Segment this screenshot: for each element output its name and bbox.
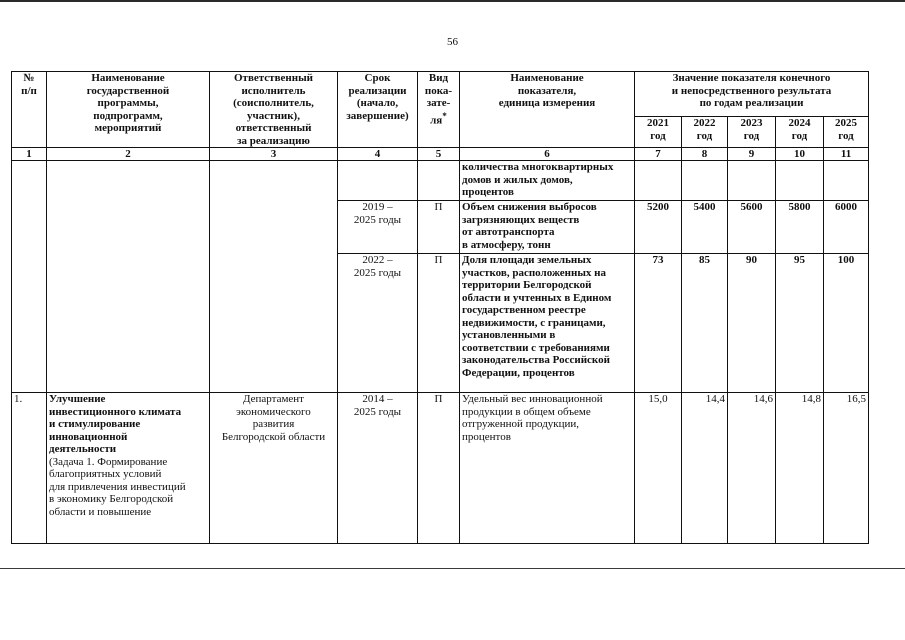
scan-bottom-edge [0, 568, 905, 569]
header-indicator-name: Наименование показателя, единица измерения [460, 72, 635, 148]
column-number: 11 [824, 148, 869, 161]
header-term: Срок реализации (начало, завершение) [338, 72, 418, 148]
type-cell: П [418, 254, 460, 393]
column-number: 8 [682, 148, 728, 161]
header-program-name: Наименование государственной программы, подпрограмм, мероприятий [47, 72, 210, 148]
indicators-table [11, 71, 869, 544]
header-year: 2022 год [682, 117, 728, 148]
column-number: 5 [418, 148, 460, 161]
header-indicator-type: Вид пока- зате- ля* [418, 72, 460, 148]
scan-top-edge [0, 0, 905, 2]
program-name-cell: Улучшение инвестиционного климата и стимулирование инновационной деятельности (Задача 1. Формирование благоприятных условий для привлечения инвестиций в экономику Белгородской области и повышение [47, 393, 210, 544]
table-row [12, 393, 869, 544]
value-cell: 5800 [776, 201, 824, 254]
indicator-cell: Объем снижения выбросов загрязняющих веществ от автотранспорта в атмосферу, тонн [460, 201, 635, 254]
header-year: 2024 год [776, 117, 824, 148]
column-number: 4 [338, 148, 418, 161]
column-number: 10 [776, 148, 824, 161]
column-number: 3 [210, 148, 338, 161]
term-cell: 2022 – 2025 годы [338, 254, 418, 393]
header-num: № п/п [12, 72, 47, 148]
indicator-cell: Доля площади земельных участков, расположенных на территории Белгородской области и учтенных в Едином государственном реестре недвижимости, с границами, установленными в соответствии с требованиями законодательства Российской Федерации, процентов [460, 254, 635, 393]
cell-type-empty [418, 161, 460, 201]
cell-term-empty [338, 161, 418, 201]
term-cell: 2019 – 2025 годы [338, 201, 418, 254]
column-number: 6 [460, 148, 635, 161]
column-number: 2 [47, 148, 210, 161]
table-row [12, 161, 869, 201]
value-cell: 73 [635, 254, 682, 393]
header-responsible: Ответственный исполнитель (соисполнитель, участник), ответственный за реализацию [210, 72, 338, 148]
value-cell: 85 [682, 254, 728, 393]
header-year: 2023 год [728, 117, 776, 148]
value-cell: 5200 [635, 201, 682, 254]
term-cell: 2014 – 2025 годы [338, 393, 418, 544]
type-cell: П [418, 393, 460, 544]
value-cell: 16,5 [824, 393, 869, 544]
cell-name-empty [47, 161, 210, 393]
value-cell: 14,8 [776, 393, 824, 544]
cell-responsible-empty [210, 161, 338, 393]
value-cell: 14,6 [728, 393, 776, 544]
column-number-row [12, 148, 869, 161]
column-number: 7 [635, 148, 682, 161]
value-cell: 5600 [728, 201, 776, 254]
type-cell: П [418, 201, 460, 254]
value-cell: 90 [728, 254, 776, 393]
header-year: 2025 год [824, 117, 869, 148]
value-cell: 14,4 [682, 393, 728, 544]
footnote-mark: * [442, 110, 447, 121]
responsible-cell: Департамент экономического развития Белгородской области [210, 393, 338, 544]
column-number: 9 [728, 148, 776, 161]
num-cell: 1. [12, 393, 47, 544]
header-year: 2021 год [635, 117, 682, 148]
value-cell: 6000 [824, 201, 869, 254]
value-cell: 95 [776, 254, 824, 393]
page-number: 56 [447, 36, 458, 48]
header-row-top [12, 72, 869, 117]
value-cell: 5400 [682, 201, 728, 254]
value-cell: 15,0 [635, 393, 682, 544]
value-cell: 100 [824, 254, 869, 393]
column-number: 1 [12, 148, 47, 161]
cell-num-empty [12, 161, 47, 393]
header-values: Значение показателя конечного и непосредственного результата по годам реализации [635, 72, 869, 117]
indicator-cell: количества многоквартирных домов и жилых домов, процентов [460, 161, 635, 201]
indicator-cell: Удельный вес инновационной продукции в общем объеме отгруженной продукции, процентов [460, 393, 635, 544]
